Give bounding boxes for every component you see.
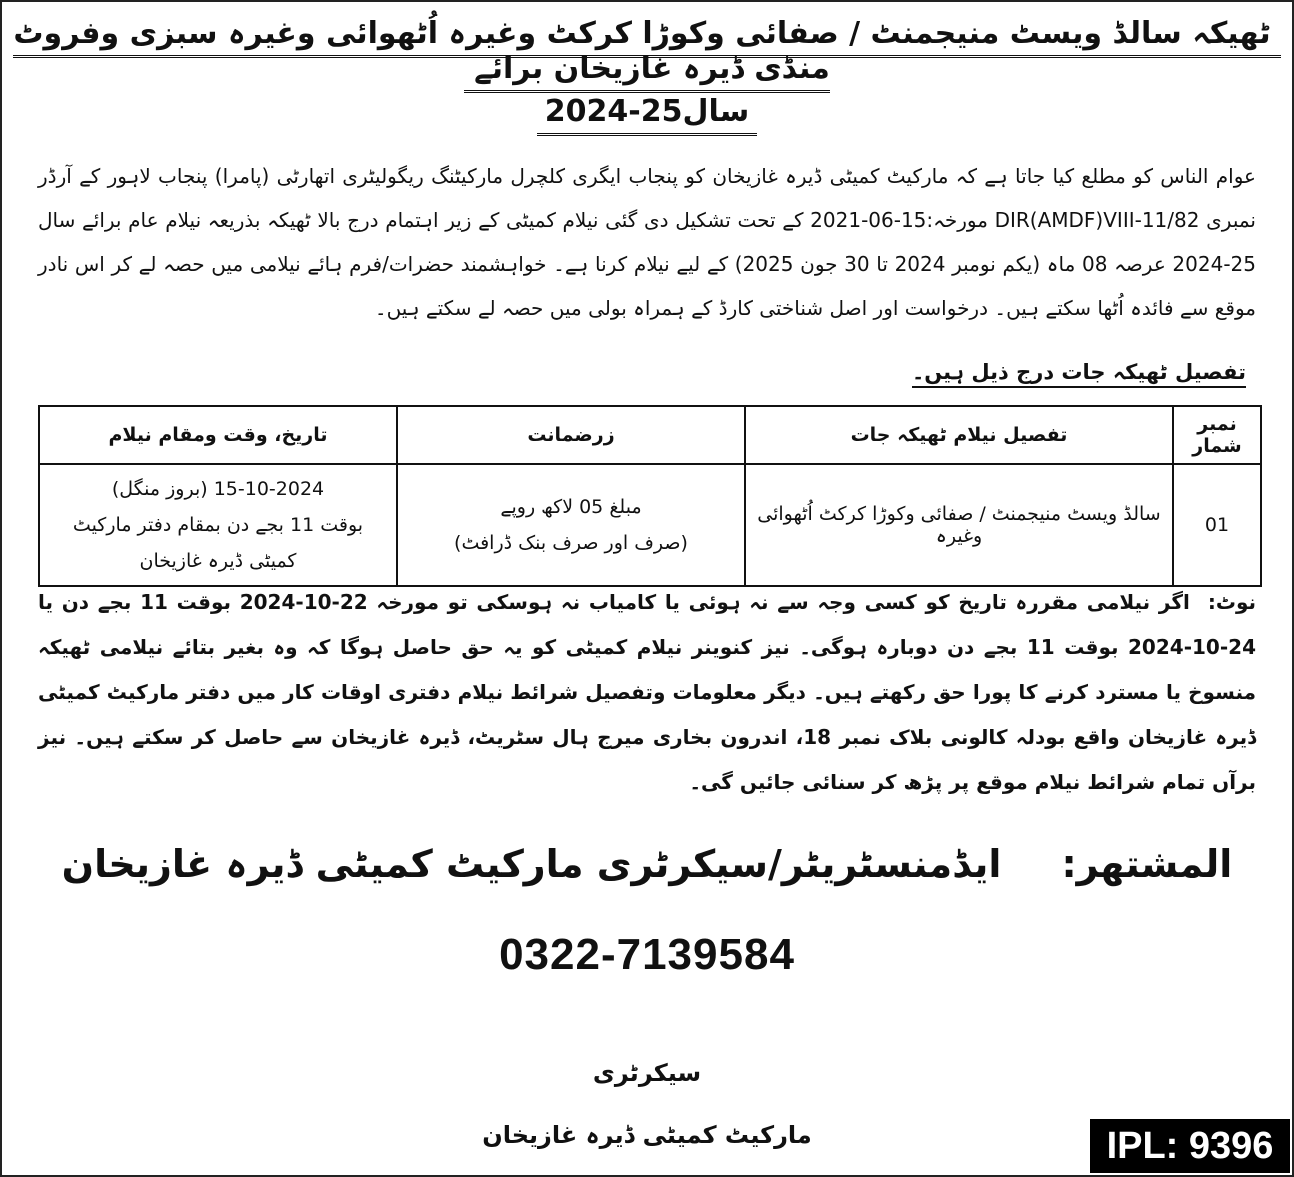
header-detail: تفصیل نیلام ٹھیکہ جات (745, 406, 1173, 464)
advertiser-name: ایڈمنسٹریٹر/سیکرٹری مارکیٹ کمیٹی ڈیرہ غازیخان (61, 842, 1002, 886)
cell-security (397, 464, 745, 586)
auction-date: 15-10-2024 (بروز منگل) (111, 478, 325, 500)
signatory-title: سیکرٹری (592, 1059, 702, 1087)
details-heading-text: تفصیل ٹھیکہ جات درج ذیل ہیں۔ (912, 360, 1246, 388)
table-header-row (39, 406, 1261, 464)
details-heading (912, 360, 1246, 384)
advertiser-label: المشتھر: (1061, 842, 1233, 886)
contracts-table (38, 405, 1262, 587)
cell-serial: 01 (1173, 464, 1261, 586)
notice-year-text: سال25-2024 (537, 94, 758, 136)
header-serial: نمبر شمار (1173, 406, 1261, 464)
intro-paragraph: عوام الناس کو مطلع کیا جاتا ہے کہ مارکیٹ کمیٹی ڈیرہ غازیخان کو پنجاب ایگری کلچرل مارکیٹنگ ریگولیٹری اتھارٹی (پامرا) پنجاب لاہور کے آرڈر نمبری DIR(AMDF)VIII-11/82 مورخہ:15-06-2021 کے تحت تشکیل دی گئی نیلام کمیٹی کے زیر اہتمام درج بالا ٹھیکہ بذریعہ نیلام عام برائے سال 25-2024 عرصہ 08 ماہ (یکم نومبر 2024 تا 30 جون 2025) کے لیے نیلام کرنا ہے۔ خواہشمند حضرات/فرم ہائے نیلامی میں حصہ لے کر اس نادر موقع سے فائدہ اُٹھا سکتے ہیں۔ درخواست اور اصل شناختی کارڈ کے ہمراہ بولی میں حصہ لے سکتے ہیں۔ (38, 164, 1256, 320)
table-row (39, 464, 1261, 586)
header-security: زرضمانت (397, 406, 745, 464)
note-text: اگر نیلامی مقررہ تاریخ کو کسی وجہ سے نہ ہوئی یا کامیاب نہ ہوسکی تو مورخہ 22-10-2024 بوقت 11 بجے دن یا 24-10-2024 بوقت 11 بجے دن دوبارہ ہوگی۔ نیز کنوینر نیلام کمیٹی کو یہ حق حاصل ہوگا کہ وہ بغیر بتائے نیلامی ٹھیکہ منسوخ یا مسترد کرنے کا پورا حق رکھتے ہیں۔ دیگر معلومات وتفصیل شرائط نیلام دفتری اوقات کار میں دفتر مارکیٹ کمیٹی ڈیرہ غازیخان واقع بودلہ کالونی بلاک نمبر 18، اندرون بخاری میرج ہال سٹریٹ، ڈیرہ غازیخان سے حاصل کر سکتے ہیں۔ نیز برآں تمام شرائط نیلام موقع پر پڑھ کر سنائی جائیں گی۔ (38, 590, 1256, 794)
cell-detail: سالڈ ویسٹ منیجمنٹ / صفائی وکوڑا کرکٹ اُٹھوائی وغیرہ (745, 464, 1173, 586)
header-date: تاریخ، وقت ومقام نیلام (39, 406, 397, 464)
note-label: نوٹ: (1207, 590, 1256, 614)
security-amount: مبلغ 05 لاکھ روپے (500, 496, 642, 518)
auction-place: بوقت 11 بجے دن بمقام دفتر مارکیٹ کمیٹی ڈیرہ غازیخان (72, 514, 364, 572)
ipl-badge: IPL: 9396 (1090, 1119, 1290, 1173)
notice-title (2, 16, 1292, 86)
cell-date (39, 464, 397, 586)
signatory-office: مارکیٹ کمیٹی ڈیرہ غازیخان (482, 1121, 812, 1149)
notice-year (2, 94, 1292, 129)
advertiser-line (2, 842, 1292, 886)
security-mode: (صرف اور صرف بنک ڈرافٹ) (454, 532, 688, 554)
notice-title-text: ٹھیکہ سالڈ ویسٹ منیجمنٹ / صفائی وکوڑا کرکٹ وغیرہ اُٹھوائی وغیرہ سبزی وفروٹ منڈی ڈیرہ غازیخان برائے (13, 16, 1280, 93)
note-paragraph (38, 580, 1256, 805)
phone-number: 0322-7139584 (499, 930, 795, 979)
